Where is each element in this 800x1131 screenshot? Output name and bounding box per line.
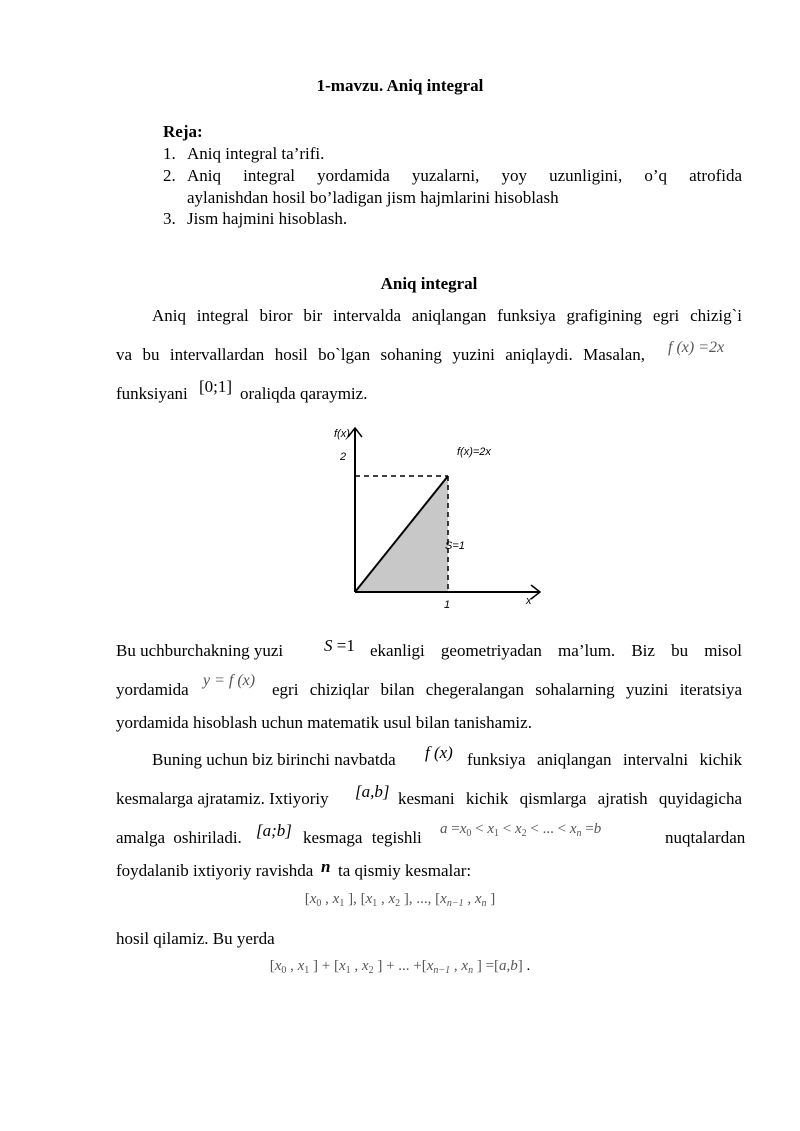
para3-line1-start: Buning uchun biz birinchi navbatda (152, 750, 396, 769)
para2-line1-end: ekanligi geometriyadan ma’lum. Biz bu misol (370, 641, 742, 660)
plan-heading: Reja: (163, 122, 203, 141)
formula-y-equals-fx: y = f (x) (203, 672, 256, 689)
plan-item-2-line2: aylanishdan hosil bo’ladigan jism hajmlarini hisoblash (187, 188, 559, 207)
symbol-n: n (321, 857, 331, 876)
y-tick-label: 2 (340, 451, 347, 463)
para1-line1: Aniq integral biror bir intervalda aniqlangan funksiya grafigining egri chizig`i (152, 306, 742, 325)
plan-item-2-line1: Aniq integral yordamida yuzalarni, yoy uzunligini, o’q atrofida (187, 166, 742, 185)
para3-line3-end: nuqtalardan (665, 828, 746, 847)
para2-line3: yordamida hisoblash uchun matematik usul bilan tanishamiz. (116, 713, 532, 732)
function-label: f(x)=2x (457, 446, 491, 458)
plan-item-1-text: Aniq integral ta’rifi. (187, 144, 325, 163)
formula-union-of-subintervals: [$x_0$ , $x_1$ ] + [$x_1$ , $x_2$ ] + ... $+[x_{n-1}$ , $x_n$ ] =[a,b] . (269, 958, 531, 976)
para3-line4-end: ta qismiy kesmalar: (338, 861, 472, 880)
formula-f-equals-2x: f (x) =2x (668, 339, 725, 356)
para3-line3-middle: kesmaga tegishli (303, 828, 422, 847)
formula-subintervals: [$x_0$ , $x_1$ ], [$x_1$ , $x_2$ ], ..., [$x_{n-1}$ , $x_n$ ] (304, 891, 496, 909)
plan-item-1-number: 1. (163, 144, 176, 163)
x-tick-label: 1 (444, 599, 451, 611)
area-label: S=1 (445, 540, 465, 552)
formula-fx: f (x) (425, 743, 453, 762)
para2-line2-start: yordamida (116, 680, 189, 699)
para2-line2-end: egri chiziqlar bilan chegeralangan sohalarning yuzini iteratsiya (272, 680, 742, 699)
para1-line2: va bu intervallardan hosil bo`lgan sohaning yuzini aniqlaydi. Masalan, (116, 345, 645, 364)
x-axis-label: x (526, 595, 532, 607)
formula-partition-points: $a =x_0 < x_1 < x_2$ < ... < $x_n =b$ (440, 821, 602, 839)
para1-line3-start: funksiyani (116, 384, 188, 403)
para2-line1-start: Bu uchburchakning yuzi (116, 641, 284, 660)
para3-line2-start: kesmalarga ajratamiz. Ixtiyoriy (116, 789, 329, 808)
plan-item-3-number: 3. (163, 209, 176, 228)
para3-line2-end: kesmani kichik qismlarga ajratish quyidagicha (398, 789, 742, 808)
plan-item-3-text: Jism hajmini hisoblash. (187, 209, 348, 228)
interval-0-1: [0;1] (199, 377, 233, 396)
para3-line5: hosil qilamiz. Bu yerda (116, 929, 275, 948)
y-axis-label: f(x) (334, 428, 350, 440)
para1-line3-end: oraliqda qaraymiz. (240, 384, 368, 403)
plan-item-2-number: 2. (163, 166, 176, 185)
section-heading: Aniq integral (380, 274, 478, 293)
formula-interval-ab: [a,b] (355, 782, 390, 801)
para3-line1-end: funksiya aniqlangan intervalni kichik (467, 750, 742, 769)
para3-line4-start: foydalanib ixtiyoriy ravishda (116, 861, 314, 880)
page-title: 1-mavzu. Aniq integral (316, 76, 484, 95)
function-graph (320, 420, 550, 615)
formula-s-equals-1: S =1 (324, 636, 355, 655)
para3-line3-start: amalga oshiriladi. (116, 828, 242, 847)
formula-interval-a-semicolon-b: [a;b] (256, 821, 292, 840)
